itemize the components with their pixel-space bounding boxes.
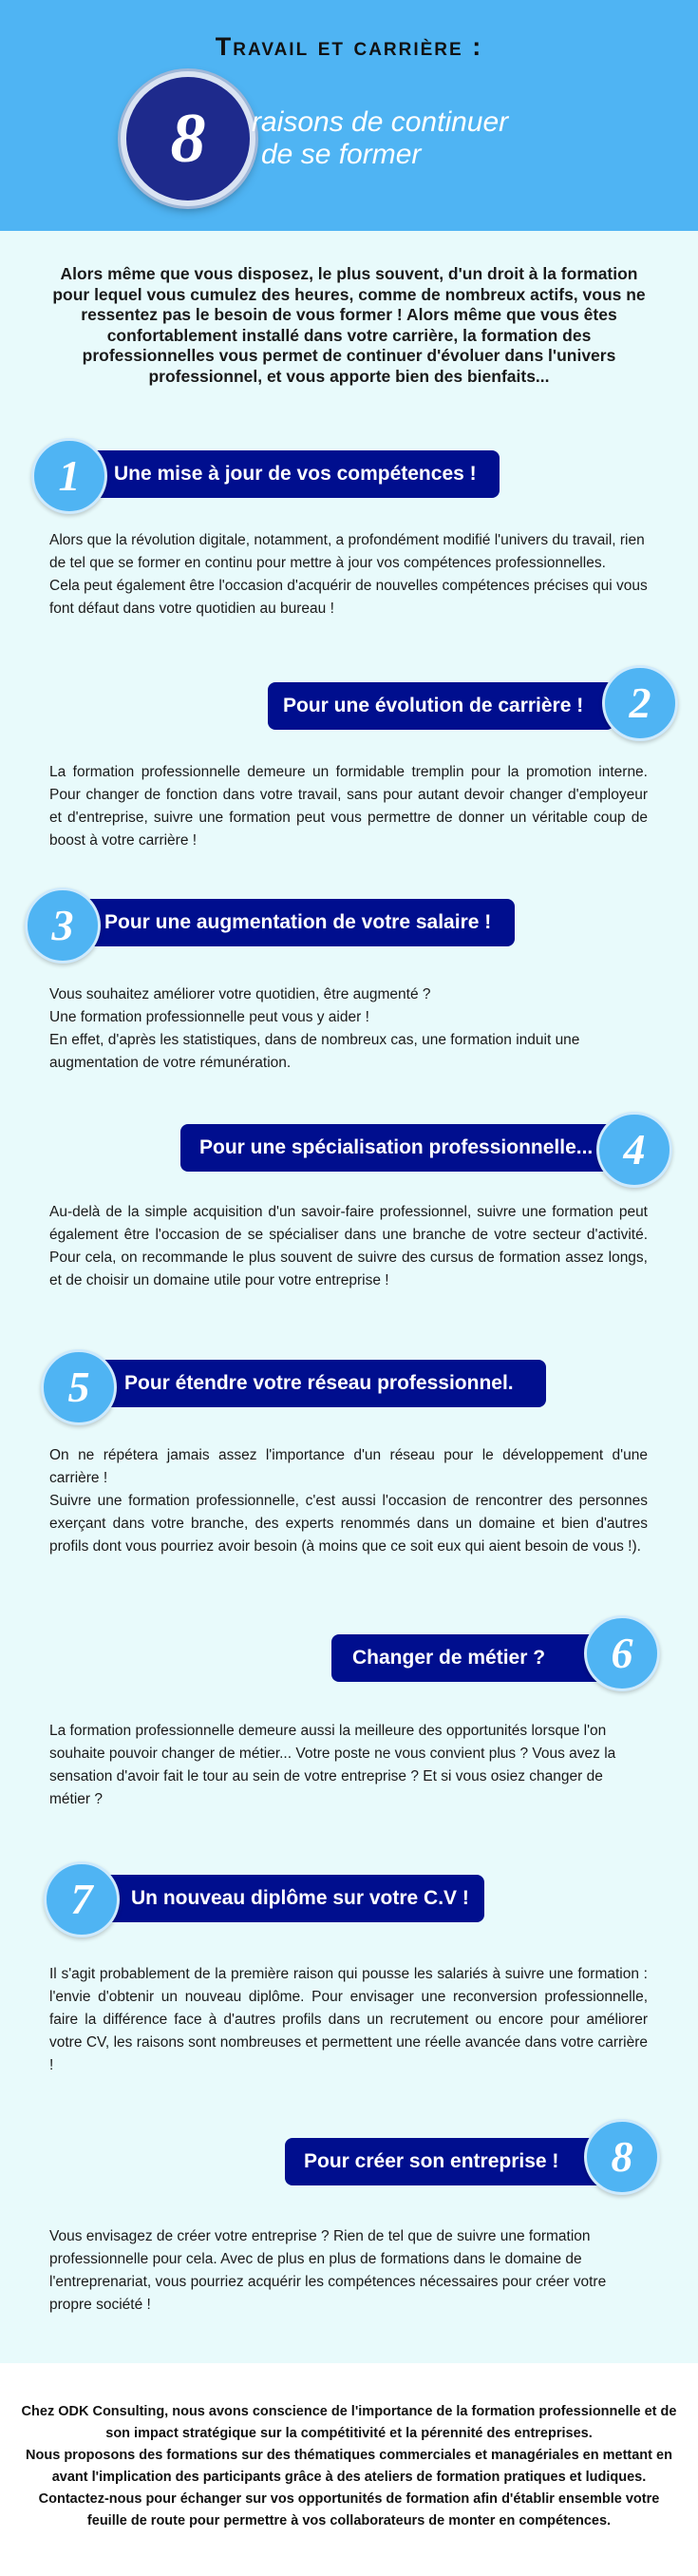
section-4-title: Pour une spécialisation professionnelle...	[199, 1136, 594, 1158]
section-2-body	[49, 761, 648, 852]
section-3-title-pill	[68, 899, 515, 946]
section-2-number-badge	[602, 665, 678, 741]
section-7-body	[49, 1963, 648, 2077]
section-8-number: 8	[611, 2132, 633, 2181]
intro-paragraph: Alors même que vous disposez, le plus souvent, d'un droit à la formation pour lequel vous cumulez des heures, comme de nombreux actifs, vous ne ressentez pas le besoin de vous former ! Alors même que vous êtes confortablement installé dans votre carrière, la formation des professionnelles vous permet de continuer d'évoluer dans l'univers professionnel, et vous apporte bien des bienfaits...	[52, 264, 646, 386]
section-4-number: 4	[623, 1125, 646, 1174]
section-1-paragraph-1: Alors que la révolution digitale, notamment, a profondément modifié l'univers du travail, rien de tel que se former en continu pour mettre à jour vos compétences professionnelles.	[49, 532, 645, 571]
section-7-number: 7	[70, 1875, 93, 1923]
section-1-number: 1	[58, 451, 81, 500]
section-1-body	[49, 529, 648, 620]
badge-number: 8	[170, 100, 206, 178]
subtitle-line-1: raisons de continuer	[252, 106, 509, 138]
section-7-title-pill	[84, 1875, 484, 1922]
section-3-body	[49, 983, 648, 1075]
section-5-paragraph-2: Suivre une formation professionnelle, c'est aussi l'occasion de rencontrer des personnes exerçant dans votre branche, des experts renommés dans un domaine et bien d'autres profils dont vous pourriez avoir besoin (à moins que ce soit eux qui aient besoin de vous !).	[49, 1493, 648, 1555]
section-5-title-pill	[81, 1360, 546, 1407]
subtitle-line-2: de se former	[261, 139, 422, 170]
section-6-body	[49, 1720, 648, 1811]
section-8-number-badge	[584, 2119, 660, 2195]
page-subtitle	[252, 106, 508, 171]
section-7-paragraph-1: Il s'agit probablement de la première raison qui pousse les salariés à suivre une formation : l'envie d'obtenir un nouveau diplôme. Pour envisager une reconversion professionnelle, faire la différence face à d'autres profils dans un recrutement ou encore pour améliorer votre CV, les raisons sont nombreuses et permettent une réelle avancée dans votre carrière !	[49, 1966, 648, 2073]
footer-paragraph-1: Chez ODK Consulting, nous avons conscience de l'importance de la formation professionnelle et de son impact stratégique sur la compétitivité et la pérennité des entreprises.	[21, 2404, 677, 2441]
section-5-number-badge	[41, 1349, 117, 1425]
section-3-paragraph-3: En effet, d'après les statistiques, dans de nombreux cas, une formation induit une augmentation de votre rémunération.	[49, 1032, 580, 1071]
section-6-number-badge	[584, 1615, 660, 1691]
section-3-paragraph-1: Vous souhaitez améliorer votre quotidien, être augmenté ?	[49, 986, 431, 1002]
number-eight-badge	[121, 71, 255, 206]
section-2-title-pill	[268, 682, 614, 730]
section-7-number-badge	[44, 1861, 120, 1937]
section-4-paragraph-1: Au-delà de la simple acquisition d'un savoir-faire professionnel, suivre une formation peut également être l'occasion de se spécialiser dans une branche de votre secteur d'activité. Pour cela, on recommande le plus souvent de suivre des cursus de formation assez longs, et de choisir un domaine utile pour votre entreprise !	[49, 1204, 648, 1288]
section-6-paragraph-1: La formation professionnelle demeure aussi la meilleure des opportunités lorsque l'on souhaite pouvoir changer de métier... Votre poste ne vous convient plus ? Vous avez la sensation d'avoir fait le tour au sein de votre entreprise ? Et si vous osiez changer de métier ?	[49, 1723, 616, 1807]
section-8-paragraph-1: Vous envisagez de créer votre entreprise ? Rien de tel que de suivre une formation professionnelle pour cela. Avec de plus en plus de formations dans le domaine de l'entreprenariat, vous pourriez acquérir les compétences nécessaires pour créer votre propre société !	[49, 2228, 607, 2313]
section-2-title: Pour une évolution de carrière !	[283, 695, 584, 716]
section-1-paragraph-2: Cela peut également être l'occasion d'acquérir de nouvelles compétences précises qui vous font défaut dans votre quotidien au bureau !	[49, 578, 648, 617]
footer-paragraph-3: Contactez-nous pour échanger sur vos opportunités de formation afin d'établir ensemble votre feuille de route pour permettre à vos collaborateurs de monter en compétences.	[38, 2491, 660, 2528]
section-1-title: Une mise à jour de vos compétences !	[114, 463, 477, 485]
section-5-title: Pour étendre votre réseau professionnel.	[124, 1372, 514, 1394]
section-4-number-badge	[596, 1112, 672, 1188]
section-8-title-pill	[285, 2138, 619, 2185]
section-5-paragraph-1: On ne répétera jamais assez l'importance d'un réseau pour le développement d'une carrière !	[49, 1447, 648, 1486]
section-2-paragraph-1: La formation professionnelle demeure un formidable tremplin pour la promotion interne. Pour changer de fonction dans votre travail, sans pour autant devoir changer d'employeur et d'entreprise, suivre une formation peut vous permettre de donner un véritable coup de boost à votre carrière !	[49, 764, 648, 849]
footer-text	[19, 2401, 679, 2532]
section-8-title: Pour créer son entreprise !	[304, 2150, 559, 2172]
section-4-title-pill	[180, 1124, 622, 1172]
section-2-number: 2	[629, 678, 651, 727]
page-title: Travail et carrière :	[215, 32, 483, 61]
section-5-number: 5	[67, 1363, 90, 1411]
section-1-title-pill	[76, 450, 500, 498]
header-banner	[0, 0, 698, 231]
section-6-title-pill	[331, 1634, 614, 1682]
section-3-paragraph-2: Une formation professionnelle peut vous y aider !	[49, 1009, 369, 1025]
section-8-body	[49, 2225, 648, 2317]
section-4-body	[49, 1201, 648, 1292]
section-7-title: Un nouveau diplôme sur votre C.V !	[131, 1887, 469, 1909]
section-3-number-badge	[25, 887, 101, 964]
section-5-body	[49, 1444, 648, 1558]
footer	[0, 2363, 698, 2576]
section-3-title: Pour une augmentation de votre salaire !	[104, 911, 492, 933]
section-6-title: Changer de métier ?	[352, 1647, 546, 1669]
section-6-number: 6	[611, 1629, 633, 1677]
footer-paragraph-2: Nous proposons des formations sur des thématiques commerciales et managériales en mettant en avant l'implication des participants grâce à des ateliers de formation pratiques et ludiques.	[26, 2448, 672, 2485]
section-1-number-badge	[31, 438, 107, 514]
section-3-number: 3	[51, 901, 74, 949]
